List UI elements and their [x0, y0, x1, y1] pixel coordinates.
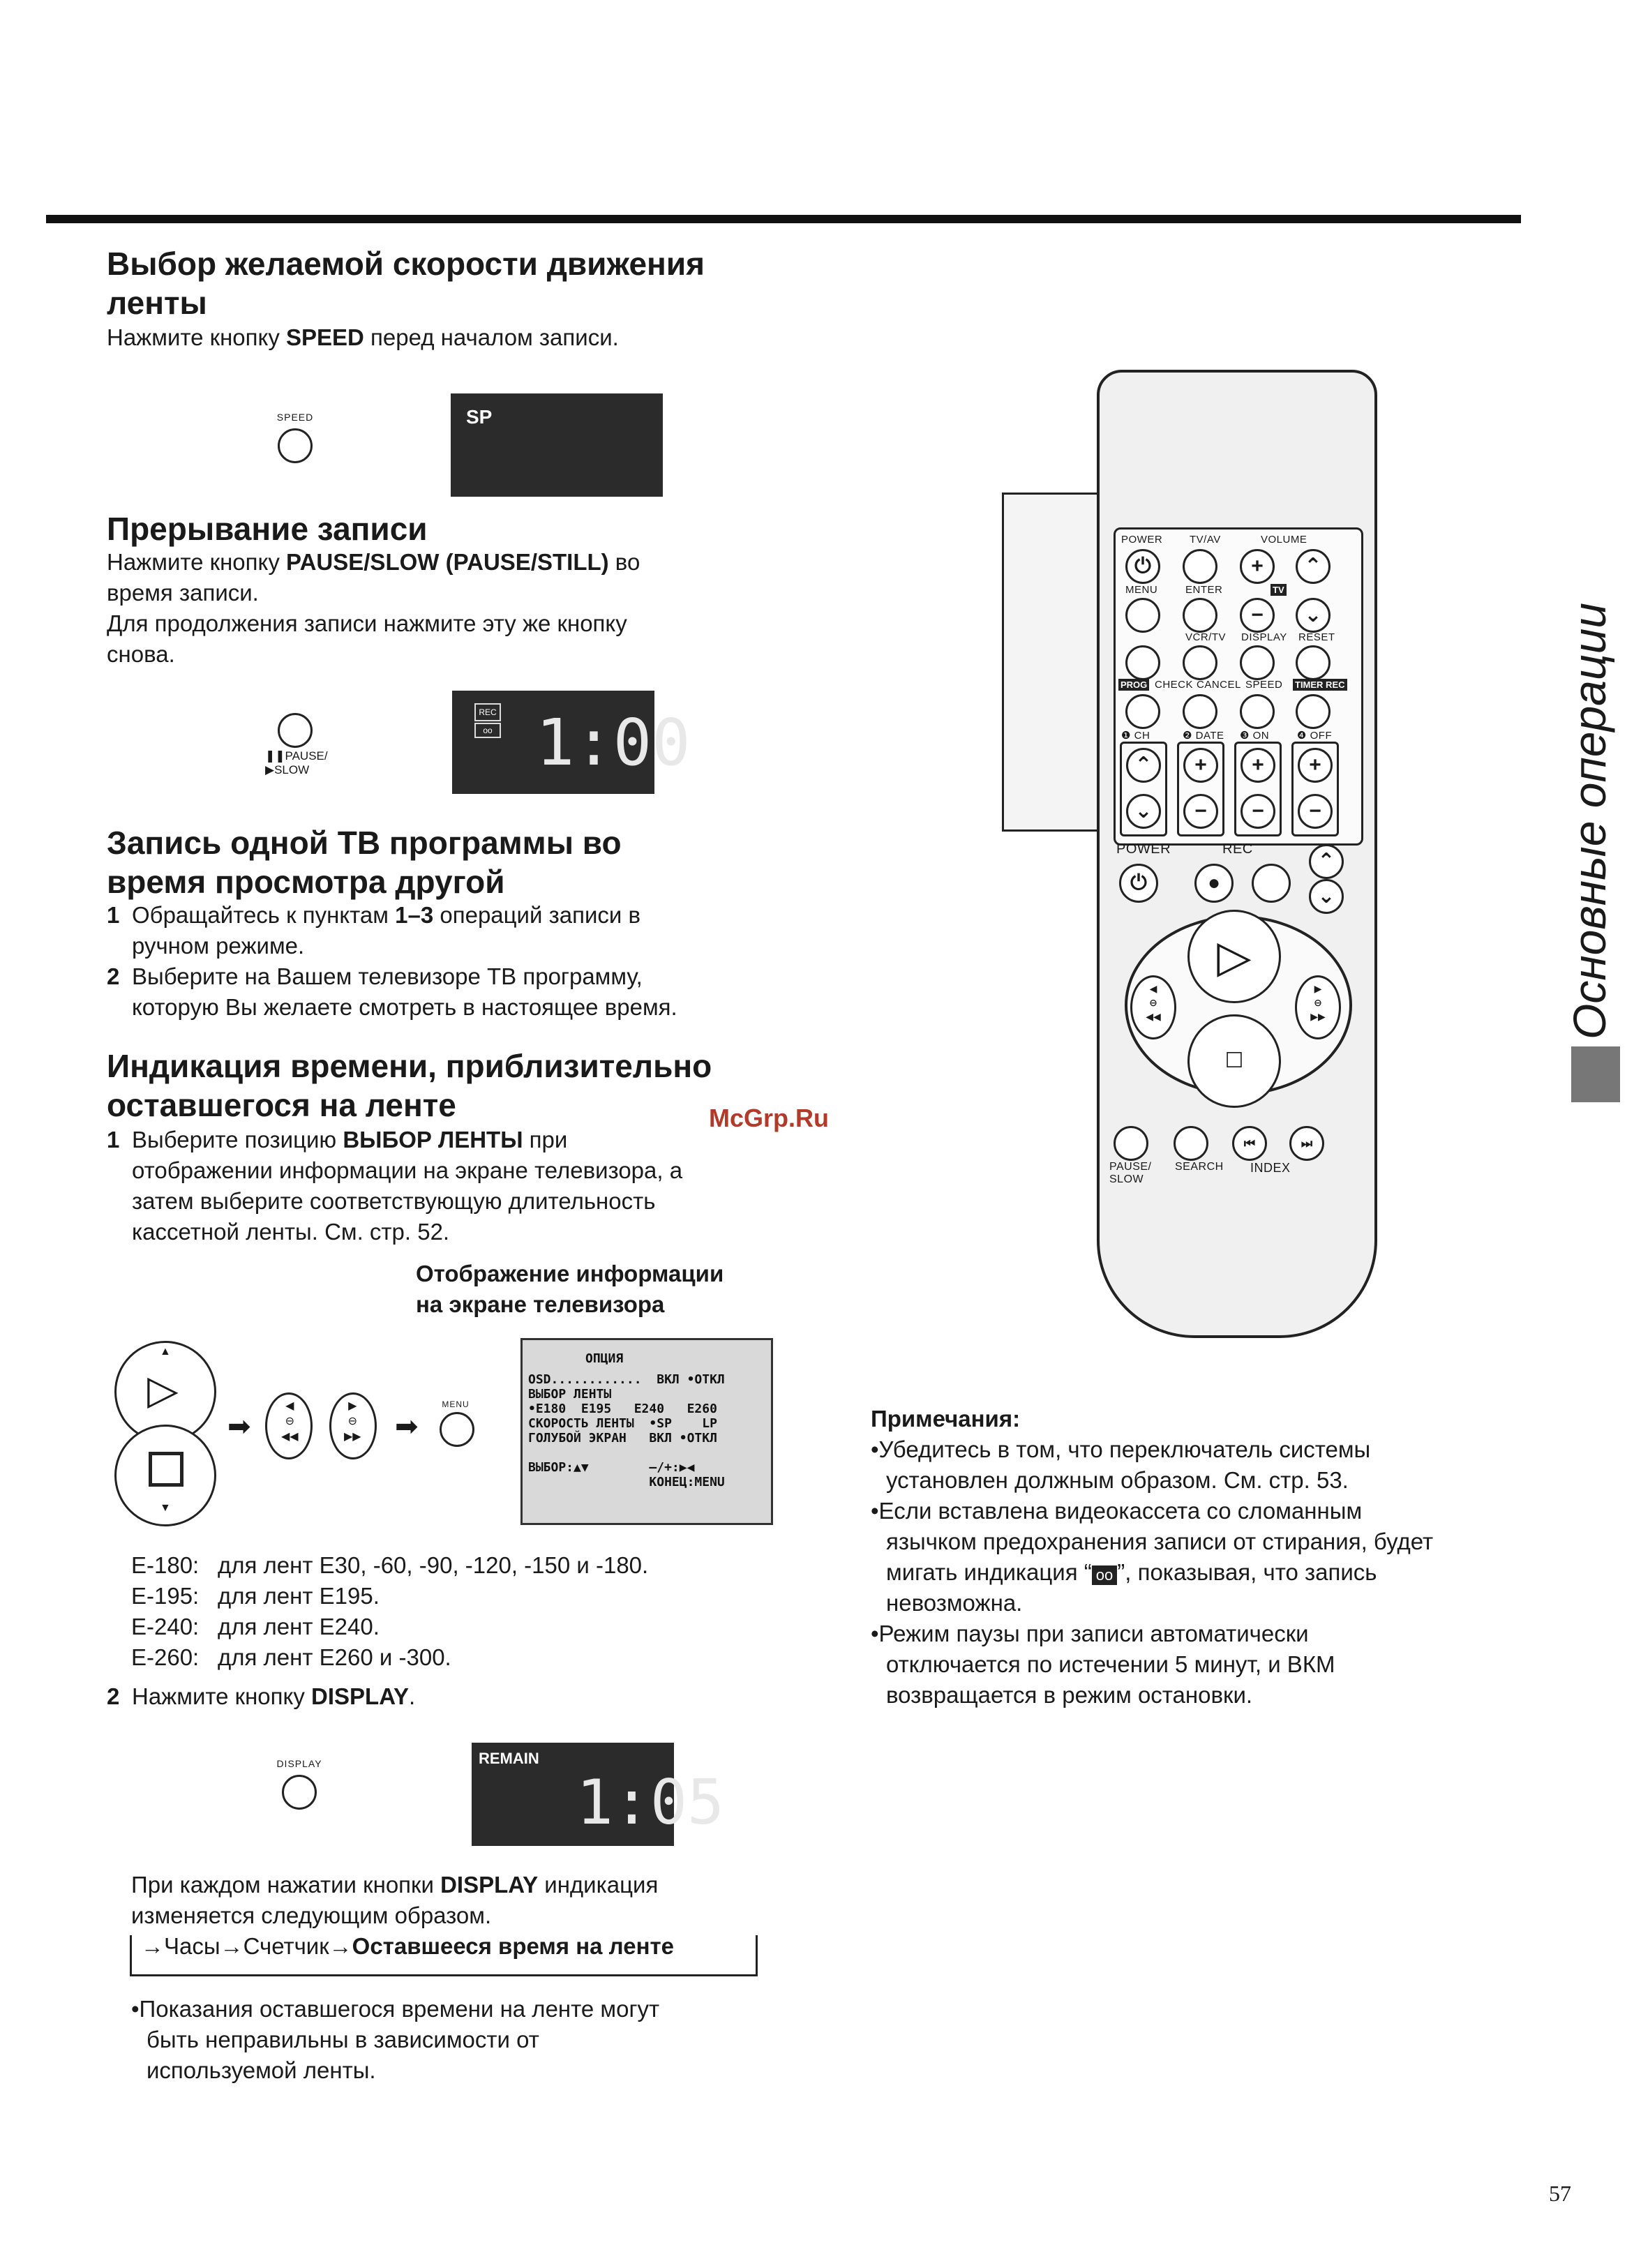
watermark: McGrp.Ru — [709, 1104, 830, 1132]
arrow-right-icon-2: ➡ — [395, 1411, 419, 1442]
volume-up-button[interactable]: + — [1240, 549, 1275, 584]
section-pause-text: Нажмите кнопку PAUSE/SLOW (PAUSE/STILL) во время записи. Для продолжения записи нажмите эту же кнопку снова. — [107, 549, 640, 667]
tv-row-tape-select: ВЫБОР ЛЕНТЫ — [528, 1387, 612, 1402]
tv-row-end: КОНЕЦ:MENU — [528, 1475, 725, 1489]
stop-button[interactable] — [114, 1425, 216, 1526]
up-arrow-icon: ▲ — [160, 1346, 171, 1358]
forward-button[interactable] — [329, 1392, 377, 1459]
remote-forward-button[interactable]: ▶ ⊖ ▶▶ — [1295, 975, 1341, 1039]
section-remain-step1: 1 Выберите позицию ВЫБОР ЛЕНТЫ при отображении информации на экране телевизора, а затем выберите соответствующую длительность кассетной ленты. См. стр. 52. — [107, 1127, 683, 1245]
remote-stop-button[interactable]: ☐ — [1187, 1014, 1281, 1108]
remain-digits: 1:05 — [576, 1766, 724, 1838]
menu-label: MENU — [1125, 584, 1158, 596]
cancel-label: CANCEL — [1197, 679, 1241, 691]
ch-label: ❶ CH — [1121, 730, 1150, 742]
cassette-icon: oo — [1092, 1565, 1117, 1585]
rewind-icon: ◀ ⊖ ◀◀ — [281, 1400, 299, 1443]
display-sp-text: SP — [466, 406, 493, 428]
display-button-label: DISPLAY — [276, 1758, 322, 1769]
rec-button[interactable]: ● — [1194, 864, 1234, 903]
on-column — [1234, 742, 1282, 836]
remote-index-label: INDEX — [1250, 1161, 1291, 1175]
on-up-button[interactable]: + — [1241, 748, 1275, 783]
ch-column — [1120, 742, 1167, 836]
notes: Примечания: •Убедитесь в том, что переключатель системы установлен должным образом. См. стр. 53. •Если вставлена видеокассета со сломанным язычком предохранения записи от стирания, будет мигать индикация “ oo ”, показывая, что запись невозможна. •Режим паузы при записи автоматически отключается по истечении 5 минут, и ВКМ возвращается в режим остановки. — [871, 1404, 1534, 1711]
notes-title: Примечания: — [871, 1406, 1021, 1432]
remain-label: REMAIN — [479, 1750, 539, 1767]
display-label-remote: DISPLAY — [1241, 631, 1287, 643]
cassette-icon: oo — [474, 723, 501, 738]
remote-pause-label: PAUSE/ SLOW — [1109, 1161, 1152, 1185]
tv-screen-title: ОПЦИЯ — [585, 1351, 624, 1366]
rewind-button[interactable] — [265, 1392, 313, 1459]
menu-button-label: MENU — [442, 1399, 470, 1409]
remain-note: •Показания оставшегося времени на ленте могут быть неправильны в зависимости от используемой ленты. — [131, 1996, 660, 2083]
timer-rec-button[interactable] — [1296, 694, 1331, 729]
remain-display — [472, 1743, 724, 1846]
page-number: 57 — [1549, 2181, 1571, 2206]
speed-button[interactable] — [278, 428, 313, 463]
remote-play-button[interactable]: ▷ — [1187, 910, 1281, 1003]
reset-button[interactable] — [1296, 645, 1331, 680]
channel-down-button-2[interactable]: ⌄ — [1309, 879, 1344, 914]
pause-slow-button[interactable] — [278, 713, 313, 748]
off-label: ❹ OFF — [1297, 730, 1333, 742]
sidebar-tab — [1571, 1046, 1620, 1102]
section-remain-step2: 2 Нажмите кнопку DISPLAY. — [107, 1683, 416, 1709]
prog-button[interactable] — [1125, 694, 1160, 729]
rec-speed-button[interactable] — [1252, 864, 1291, 903]
channel-down-button[interactable]: ⌄ — [1296, 598, 1331, 633]
channel-up-button-2[interactable]: ⌃ — [1309, 844, 1344, 879]
remote-open-lid — [1002, 493, 1102, 832]
enter-label: ENTER — [1185, 584, 1223, 596]
tape-list — [131, 1550, 759, 1673]
arrow-right-icon: ➡ — [227, 1411, 251, 1442]
check-cancel-button[interactable] — [1183, 694, 1217, 729]
remote-search-label: SEARCH — [1175, 1161, 1224, 1173]
off-down-button[interactable]: − — [1298, 794, 1333, 829]
remote-upper-panel — [1114, 527, 1363, 846]
section-watch-title: Запись одной ТВ программы во время просмотра другой — [107, 825, 622, 900]
remote-pause-button[interactable] — [1114, 1126, 1148, 1161]
section-speed-text: Нажмите кнопку SPEED перед началом записи. — [107, 324, 619, 350]
on-label: ❸ ON — [1240, 730, 1270, 742]
sidebar-title: Основные операции — [1564, 602, 1615, 1039]
index-prev-button[interactable]: ⏮ — [1232, 1126, 1267, 1161]
down-arrow-icon: ▼ — [160, 1502, 171, 1514]
vcrtv-label: VCR/TV — [1185, 631, 1227, 643]
power2-button[interactable]: ⏻ — [1119, 864, 1158, 903]
menu-button[interactable] — [440, 1412, 474, 1447]
tv-row-select: ВЫБОР:▲▼ –/+:▶◀ — [528, 1460, 695, 1475]
section-speed-title: Выбор желаемой скорости движения ленты — [107, 246, 705, 321]
speed-display — [451, 393, 663, 497]
power-button[interactable]: ⏻ — [1125, 549, 1160, 584]
rec-indicator: REC — [474, 703, 501, 721]
power2-label: POWER — [1116, 841, 1171, 857]
index-next-button[interactable]: ⏭ — [1289, 1126, 1324, 1161]
date-column — [1177, 742, 1224, 836]
vcrtv-button[interactable] — [1183, 645, 1217, 680]
tv-caption: Отображение информации на экране телевизора — [416, 1261, 724, 1317]
blank-button-1[interactable] — [1125, 645, 1160, 680]
tv-row-blue-screen: ГОЛУБОЙ ЭКРАН ВКЛ •ОТКЛ — [528, 1431, 717, 1445]
menu-button-remote[interactable] — [1125, 598, 1160, 633]
reset-label: RESET — [1298, 631, 1335, 643]
on-down-button[interactable]: − — [1241, 794, 1275, 829]
forward-icon: ▶ ⊖ ▶▶ — [344, 1400, 361, 1443]
section-watch-list: 1 Обращайтесь к пунктам 1–3 операций записи в ручном режиме. 2 Выберите на Вашем телевизоре ТВ программу, которую Вы желаете смотреть в настоящее время. — [107, 902, 677, 1020]
off-up-button[interactable]: + — [1298, 748, 1333, 783]
ch-down-button[interactable]: ⌄ — [1126, 794, 1161, 829]
display-cycle-text: При каждом нажатии кнопки DISPLAY индикация изменяется следующим образом. — [131, 1872, 659, 1928]
list-item: E-240: для лент Е240. — [131, 1614, 380, 1639]
power-label: POWER — [1121, 534, 1163, 546]
tvav-button[interactable] — [1183, 549, 1217, 584]
tvav-label: TV/AV — [1190, 534, 1221, 546]
pause-slow-label: ❚❚PAUSE/ ▶SLOW — [265, 749, 328, 776]
tv-row-speed: СКОРОСТЬ ЛЕНТЫ •SP LP — [528, 1416, 717, 1431]
section-remain-title: Индикация времени, приблизительно оставшегося на ленте — [107, 1048, 712, 1123]
date-up-button[interactable]: + — [1183, 748, 1218, 783]
play-icon: ▷ — [147, 1367, 179, 1413]
date-label: ❷ DATE — [1183, 730, 1224, 742]
tv-tag: TV — [1271, 584, 1287, 596]
prog-tag: PROG — [1118, 679, 1149, 691]
list-item: E-180: для лент Е30, -60, -90, -120, -150 и -180. — [131, 1552, 649, 1578]
remote-control — [1097, 370, 1377, 1338]
display-button[interactable] — [282, 1775, 317, 1810]
remote-rewind-button[interactable]: ◀ ⊖ ◀◀ — [1130, 975, 1176, 1039]
display-button-remote[interactable] — [1240, 645, 1275, 680]
speed-button-label: SPEED — [276, 412, 314, 423]
volume-down-button[interactable]: − — [1240, 598, 1275, 633]
volume-label: VOLUME — [1261, 534, 1307, 546]
pause-display-digits: 1:00 — [536, 705, 691, 780]
tv-screen — [520, 1338, 773, 1525]
pause-display — [452, 691, 691, 794]
list-item: E-260: для лент Е260 и -300. — [131, 1644, 451, 1670]
rec-label: REC — [1222, 841, 1253, 857]
remote-search-button[interactable] — [1174, 1126, 1208, 1161]
channel-up-button[interactable]: ⌃ — [1296, 549, 1331, 584]
date-down-button[interactable]: − — [1183, 794, 1218, 829]
timer-rec-tag: TIMER REC — [1293, 679, 1347, 691]
tv-row-osd: OSD............ ВКЛ •ОТКЛ — [528, 1372, 725, 1387]
speed-label-remote: SPEED — [1245, 679, 1283, 691]
section-pause-title: Прерывание записи — [107, 511, 428, 547]
off-column — [1291, 742, 1339, 836]
cycle-sequence: →Часы→Счетчик→Оставшееся время на ленте — [138, 1931, 677, 1962]
list-item: E-195: для лент Е195. — [131, 1583, 380, 1609]
check-label: CHECK — [1155, 679, 1194, 691]
tv-row-tape-options: •E180 E195 E240 E260 — [528, 1402, 717, 1416]
speed-button-remote[interactable] — [1240, 694, 1275, 729]
top-rule — [46, 215, 1521, 223]
ch-up-button[interactable]: ⌃ — [1126, 748, 1161, 783]
enter-button[interactable] — [1183, 598, 1217, 633]
stop-icon — [149, 1452, 183, 1487]
